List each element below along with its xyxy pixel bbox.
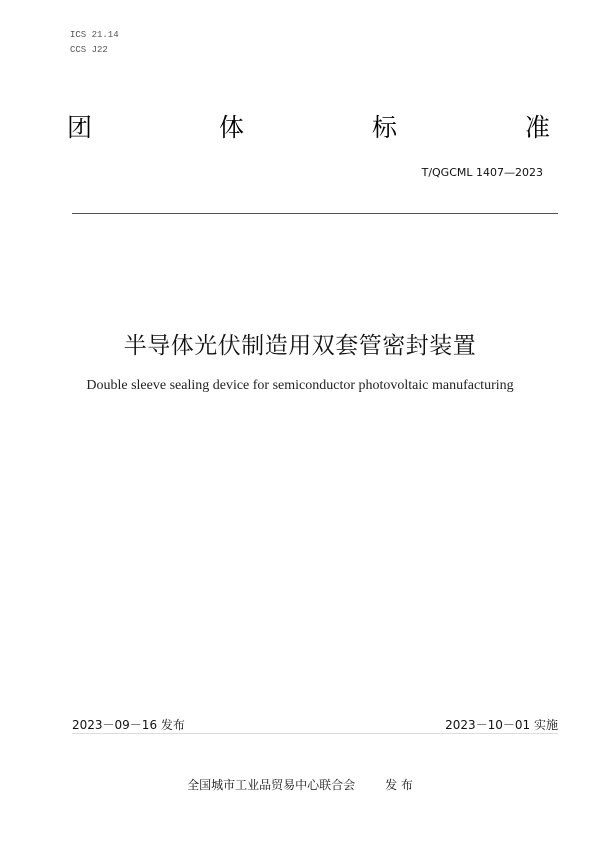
publisher-action: 发 布 bbox=[385, 778, 413, 792]
publish-date: 2023－09－16 发布 bbox=[72, 718, 185, 732]
category-char-4: 准 bbox=[525, 113, 551, 142]
document-title-chinese: 半导体光伏制造用双套管密封装置 bbox=[123, 333, 477, 359]
document-title-english: Double sleeve sealing device for semiconductor photovoltaic manufacturing bbox=[86, 378, 514, 393]
category-char-2: 体 bbox=[219, 113, 245, 142]
standard-number: T/QGCML 1407—2023 bbox=[421, 166, 543, 179]
publisher-line bbox=[0, 776, 600, 793]
ics-code: ICS 21.14 bbox=[70, 30, 119, 40]
category-char-1: 团 bbox=[67, 113, 93, 142]
top-divider bbox=[72, 213, 558, 214]
publisher-name: 全国城市工业品贸易中心联合会 bbox=[187, 778, 356, 792]
bottom-divider bbox=[72, 733, 558, 734]
implement-date: 2023－10－01 实施 bbox=[445, 718, 558, 732]
ccs-code: CCS J22 bbox=[70, 45, 108, 55]
category-char-3: 标 bbox=[372, 113, 398, 142]
